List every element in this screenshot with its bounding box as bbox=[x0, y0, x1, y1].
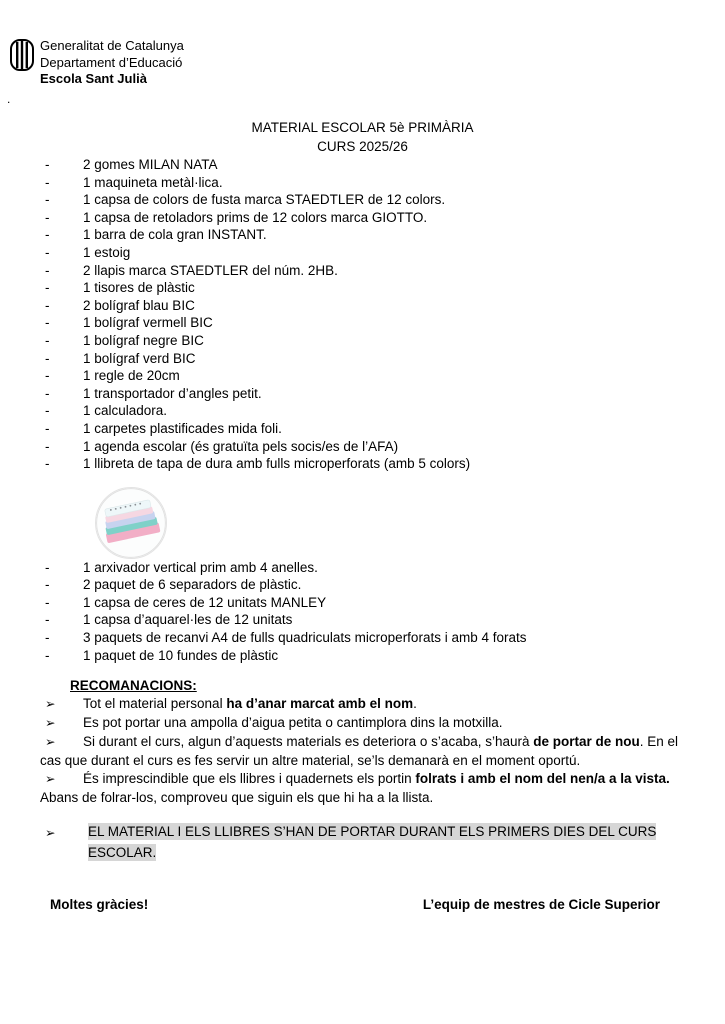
supply-item bbox=[40, 156, 685, 174]
title-line1: MATERIAL ESCOLAR 5è PRIMÀRIA bbox=[251, 120, 474, 135]
supply-text: 1 capsa d’aquarel·les de 12 unitats bbox=[83, 612, 293, 628]
recommendation-item bbox=[40, 770, 685, 808]
rec-text-bold: folrats i amb el nom del nen/a a la vista. bbox=[415, 771, 670, 787]
dash-bullet: - bbox=[45, 420, 50, 436]
supply-text: 1 capsa de ceres de 12 unitats MANLEY bbox=[83, 594, 327, 610]
recommendation-item bbox=[40, 695, 685, 714]
dash-bullet: - bbox=[45, 297, 50, 313]
supply-text: 2 llapis marca STAEDTLER del núm. 2HB. bbox=[83, 262, 338, 278]
signature-text: L’equip de mestres de Cicle Superior bbox=[422, 897, 660, 913]
dash-bullet: - bbox=[45, 403, 50, 419]
dash-bullet: - bbox=[45, 192, 50, 208]
letterhead-text bbox=[40, 38, 218, 88]
supply-text: 2 paquet de 6 separadors de plàstic. bbox=[83, 577, 302, 593]
supply-text: 1 agenda escolar (és gratuïta pels socis/es de l’AFA) bbox=[83, 438, 399, 454]
supply-text: 1 calculadora. bbox=[83, 403, 168, 419]
supply-text: 2 gomes MILAN NATA bbox=[83, 157, 218, 172]
supply-item bbox=[40, 314, 685, 332]
recommendation-item bbox=[40, 733, 685, 771]
recommendations-heading: RECOMANACIONS: bbox=[70, 678, 197, 694]
supply-text: 1 barra de cola gran INSTANT. bbox=[83, 227, 267, 243]
supply-text: 1 bolígraf negre BIC bbox=[83, 332, 204, 348]
supply-text: 1 transportador d’angles petit. bbox=[83, 385, 262, 401]
supply-item bbox=[40, 385, 685, 403]
supply-text: 1 tisores de plàstic bbox=[83, 280, 195, 296]
supply-text: 1 llibreta de tapa de dura amb fulls microperforats (amb 5 colors) bbox=[83, 456, 471, 472]
letterhead-school: Escola Sant Julià bbox=[40, 71, 147, 86]
supply-text: 1 estoig bbox=[83, 244, 131, 260]
dash-bullet: - bbox=[45, 244, 50, 260]
document-title bbox=[40, 118, 685, 156]
supply-text: 1 carpetes plastificades mida foli. bbox=[83, 420, 282, 436]
supply-text: 1 regle de 20cm bbox=[83, 368, 180, 384]
dash-bullet: - bbox=[45, 227, 50, 243]
dash-bullet: - bbox=[45, 612, 50, 628]
letterhead bbox=[7, 38, 685, 106]
rec-text: És imprescindible que els llibres i quadernets els portin bbox=[83, 771, 416, 787]
rec-text: Tot el material personal bbox=[83, 696, 227, 712]
dash-bullet: - bbox=[45, 174, 50, 190]
supply-item bbox=[40, 226, 685, 244]
supply-text: 2 bolígraf blau BIC bbox=[83, 297, 195, 313]
supply-item bbox=[40, 244, 685, 262]
supply-item bbox=[40, 402, 685, 420]
dash-bullet: - bbox=[45, 385, 50, 401]
supply-item bbox=[40, 455, 685, 473]
dash-bullet: - bbox=[45, 647, 50, 663]
supply-text: 3 paquets de recanvi A4 de fulls quadriculats microperforats i amb 4 forats bbox=[83, 630, 527, 646]
supply-item bbox=[40, 367, 685, 385]
arrow-bullet: ➢ bbox=[45, 734, 56, 749]
title-line2: CURS 2025/26 bbox=[317, 139, 408, 154]
supplies-list-2 bbox=[40, 559, 685, 665]
supplies-list-1 bbox=[40, 156, 685, 473]
supply-text: 1 maquineta metàl·lica. bbox=[83, 174, 223, 190]
supply-item bbox=[40, 262, 685, 280]
notebooks-photo bbox=[95, 487, 167, 559]
letterhead-org: Generalitat de Catalunya Departament d’Educació bbox=[40, 38, 184, 70]
supply-item bbox=[40, 629, 685, 647]
supply-item bbox=[40, 559, 685, 577]
supply-item bbox=[40, 611, 685, 629]
document-footer bbox=[40, 897, 685, 912]
dash-bullet: - bbox=[45, 332, 50, 348]
dash-bullet: - bbox=[45, 280, 50, 296]
supply-item bbox=[40, 420, 685, 438]
dash-bullet: - bbox=[45, 350, 50, 366]
supply-text: 1 bolígraf verd BIC bbox=[83, 350, 196, 366]
supply-item bbox=[40, 332, 685, 350]
arrow-bullet: ➢ bbox=[45, 826, 56, 841]
arrow-bullet: ➢ bbox=[45, 716, 56, 731]
arrow-bullet: ➢ bbox=[45, 772, 56, 787]
supply-item bbox=[40, 174, 685, 192]
supply-item bbox=[40, 647, 685, 665]
supply-item bbox=[40, 279, 685, 297]
thanks-text: Moltes gràcies! bbox=[50, 897, 149, 913]
dash-bullet: - bbox=[45, 456, 50, 472]
supply-text: 1 capsa de retoladors prims de 12 colors marca GIOTTO. bbox=[83, 209, 428, 225]
dash-bullet: - bbox=[45, 157, 50, 172]
supply-text: 1 bolígraf vermell BIC bbox=[83, 315, 213, 331]
supply-item bbox=[40, 209, 685, 227]
dash-bullet: - bbox=[45, 577, 50, 593]
supply-text: 1 paquet de 10 fundes de plàstic bbox=[83, 647, 279, 663]
rec-text: . bbox=[413, 696, 417, 712]
recommendation-item bbox=[40, 714, 685, 733]
supply-item bbox=[40, 594, 685, 612]
rec-text-bold: de portar de nou bbox=[533, 733, 640, 749]
generalitat-logo-icon bbox=[8, 38, 36, 74]
arrow-bullet: ➢ bbox=[45, 697, 56, 712]
stray-mark: . bbox=[7, 92, 11, 106]
dash-bullet: - bbox=[45, 368, 50, 384]
dash-bullet: - bbox=[45, 262, 50, 278]
supply-text: 1 arxivador vertical prim amb 4 anelles. bbox=[83, 559, 318, 575]
supply-item bbox=[40, 297, 685, 315]
rec-text: Es pot portar una ampolla d’aigua petita o cantimplora dins la motxilla. bbox=[83, 715, 503, 731]
rec-text: . En el cas que durant el curs es fes servir un altre material, se’ls demanarà en el moment oportú. bbox=[40, 733, 679, 768]
dash-bullet: - bbox=[45, 438, 50, 454]
dash-bullet: - bbox=[45, 594, 50, 610]
rec-text: Si durant el curs, algun d’aquests materials es deteriora o s’acaba, s’haurà bbox=[83, 733, 534, 749]
recommendation-item-highlighted bbox=[40, 822, 685, 863]
rec-text: Abans de folrar-los, comproveu que siguin els que hi ha a la llista. bbox=[40, 790, 434, 806]
supply-text: 1 capsa de colors de fusta marca STAEDTLER de 12 colors. bbox=[83, 192, 446, 208]
dash-bullet: - bbox=[45, 209, 50, 225]
supply-item bbox=[40, 576, 685, 594]
dash-bullet: - bbox=[45, 630, 50, 646]
highlighted-text: EL MATERIAL I ELS LLIBRES S’HAN DE PORTAR DURANT ELS PRIMERS DIES DEL CURS ESCOLAR. bbox=[88, 824, 657, 860]
rec-text-bold: ha d’anar marcat amb el nom bbox=[226, 696, 414, 712]
dash-bullet: - bbox=[45, 559, 50, 575]
supply-item bbox=[40, 191, 685, 209]
supply-item bbox=[40, 350, 685, 368]
dash-bullet: - bbox=[45, 315, 50, 331]
supply-item bbox=[40, 438, 685, 456]
